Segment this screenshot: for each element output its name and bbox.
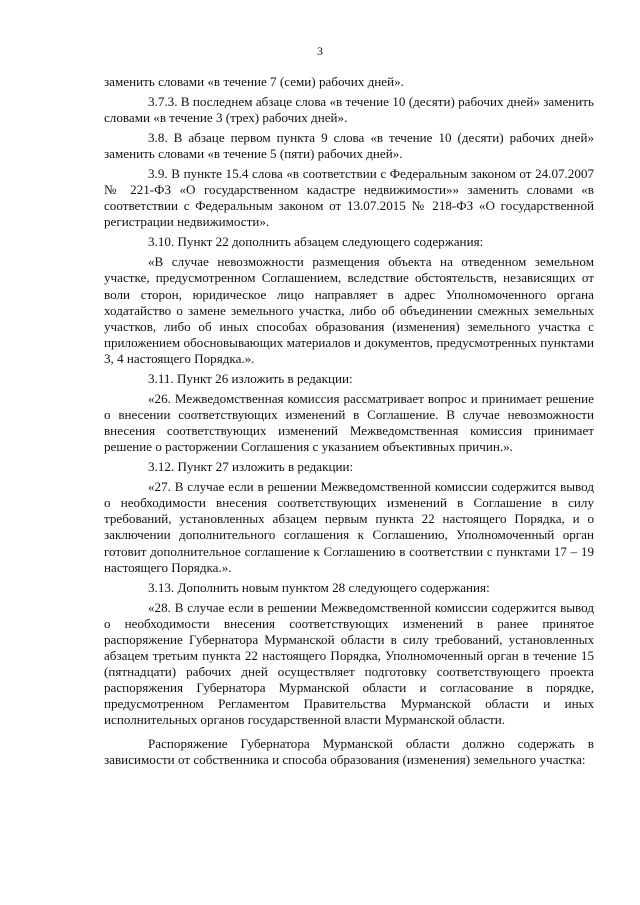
paragraph: «В случае невозможности размещения объекта на отведенном земельном участке, предусмотренном Соглашением, вследствие обстоятельств, независящих от воли сторон, юридическое лицо направляет в адрес Уполномоченного органа ходатайство о замене земельного участка, либо об объединении смежных земельных участков, либо об иных способах образования (изменения) земельного участка с приложением обосновывающих материалов и документов, предусмотренных пунктами 3, 4 настоящего Порядка.». [104, 254, 594, 366]
paragraph: «26. Межведомственная комиссия рассматривает вопрос и принимает решение о внесении соответствующих изменений в Соглашение. В случае невозможности внесения соответствующих изменений Межведомственная комиссия принимает решение о расторжении Соглашения с указанием объективных причин.». [104, 390, 594, 455]
paragraph: 3.11. Пункт 26 изложить в редакции: [148, 370, 353, 386]
paragraph: 3.12. Пункт 27 изложить в редакции: [148, 459, 354, 475]
paragraph: 3.8. В абзаце первом пункта 9 слова «в течение 10 (десяти) рабочих дней» заменить словами «в течение 5 (пяти) рабочих дней». [104, 130, 594, 162]
paragraph: заменить словами «в течение 7 (семи) рабочих дней». [104, 74, 404, 89]
page-number: 3 [317, 44, 323, 58]
paragraph: 3.7.3. В последнем абзаце слова «в течение 10 (десяти) рабочих дней» заменить словами «в течение 3 (трех) рабочих дней». [104, 93, 594, 126]
paragraph: 3.10. Пункт 22 дополнить абзацем следующего содержания: [148, 234, 484, 250]
paragraph: «27. В случае если в решении Межведомственной комиссии содержится вывод о необходимости внесения соответствующих изменений в Соглашение в силу требований, установленных абзацем первым пункта 22 настоящего Порядка, и о заключении дополнительного соглашения к Соглашению, Уполномоченный орган готовит дополнительное соглашение к Соглашению в соответствии с пунктами 17 – 19 настоящего Порядка.». [104, 479, 594, 575]
paragraph: «28. В случае если в решении Межведомственной комиссии содержится вывод о необходимости внесения соответствующих изменений в ранее принятое распоряжение Губернатора Мурманской области в силу требований, установленных абзацем третьим пункта 22 настоящего Порядка, Уполномоченный орган в течение 15 (пятнадцати) рабочих дней осуществляет подготовку соответствующего проекта распоряжения Губернатора Мурманской области и согласование в порядке, предусмотренном Регламентом Правительства Мурманской области и иных исполнительных органов государственной власти Мурманской области. [104, 599, 594, 728]
document-body [104, 74, 594, 772]
paragraph: Распоряжение Губернатора Мурманской области должно содержать в зависимости от собственника и способа образования (изменения) земельного участка: [104, 736, 594, 768]
paragraph: 3.9. В пункте 15.4 слова «в соответствии с Федеральным законом от 24.07.2007 № 221-ФЗ «О государственном кадастре недвижимости»» заменить словами «в соответствии с Федеральным законом от 13.07.2015 № 218-ФЗ «О государственной регистрации недвижимости». [104, 166, 594, 230]
paragraph: 3.13. Дополнить новым пунктом 28 следующего содержания: [148, 579, 490, 595]
